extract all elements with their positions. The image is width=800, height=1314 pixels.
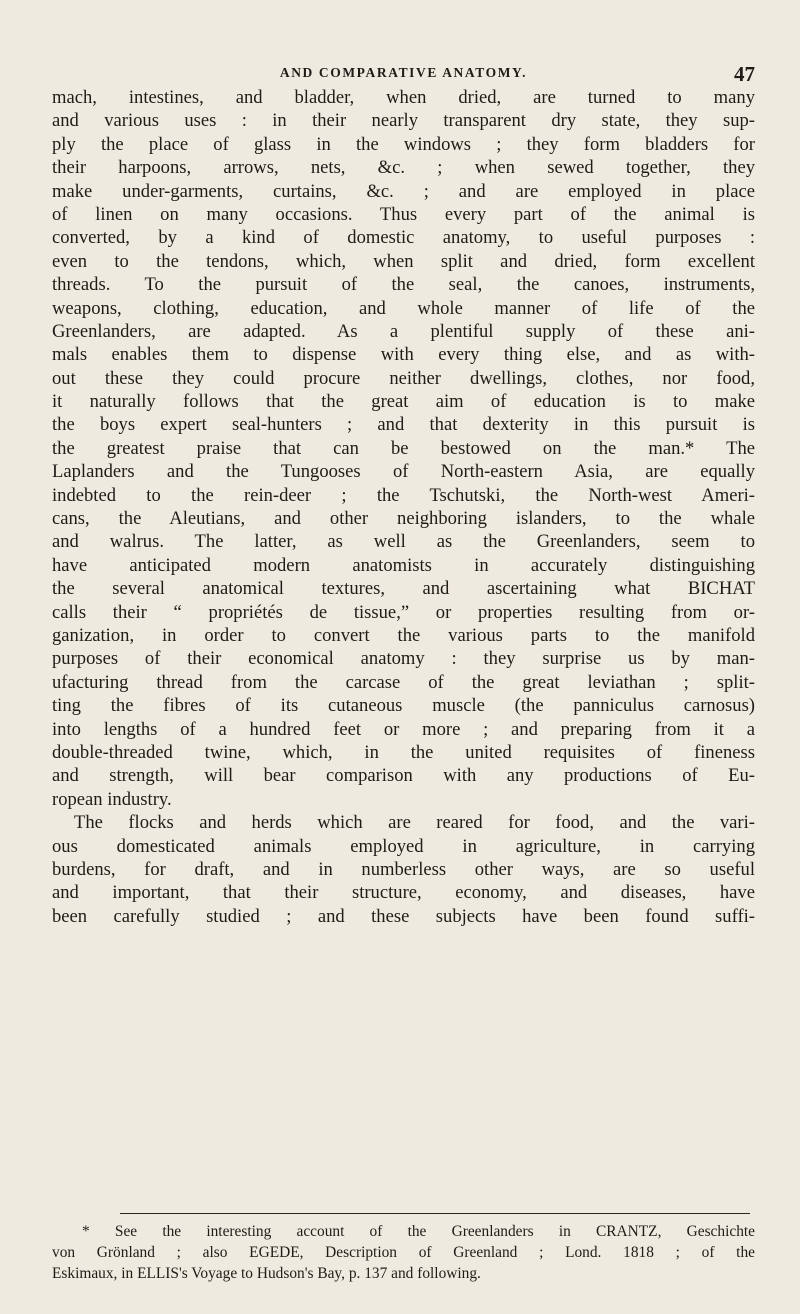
text-line: ganization, in order to convert the various parts to the manifold <box>52 624 755 646</box>
footnote-line: von Grönland ; also EGEDE, Description of Greenland ; Lond. 1818 ; of the <box>52 1244 755 1261</box>
text-line: ting the fibres of its cutaneous muscle (the panniculus carnosus) <box>52 695 755 717</box>
body-text <box>52 86 755 928</box>
text-line: ous domesticated animals employed in agriculture, in carrying <box>52 835 755 857</box>
text-line: and important, that their structure, economy, and diseases, have <box>52 882 755 904</box>
text-line: the greatest praise that can be bestowed on the man.* The <box>52 437 755 459</box>
text-line: indebted to the rein-deer ; the Tschutski, the North-west Ameri- <box>52 484 755 506</box>
running-title: AND COMPARATIVE ANATOMY. <box>279 65 528 80</box>
text-line: Greenlanders, are adapted. As a plentiful supply of these ani- <box>52 320 755 342</box>
text-line: double-threaded twine, which, in the united requisites of fineness <box>52 741 755 763</box>
text-line: threads. To the pursuit of the seal, the canoes, instruments, <box>52 274 755 296</box>
text-line: Laplanders and the Tungooses of North-eastern Asia, are equally <box>52 461 755 483</box>
text-line: it naturally follows that the great aim of education is to make <box>52 391 755 413</box>
text-line: calls their “ propriétés de tissue,” or properties resulting from or- <box>52 601 755 623</box>
text-line: been carefully studied ; and these subjects have been found suffi- <box>52 905 755 927</box>
text-line: and walrus. The latter, as well as the Greenlanders, seem to <box>52 531 755 553</box>
footnote-line: Eskimaux, in ELLIS's Voyage to Hudson's Bay, p. 137 and following. <box>52 1265 481 1282</box>
text-line: weapons, clothing, education, and whole manner of life of the <box>52 297 755 319</box>
text-line: and strength, will bear comparison with any productions of Eu- <box>52 765 755 787</box>
text-line: and various uses : in their nearly transparent dry state, they sup- <box>52 110 755 132</box>
text-line: The flocks and herds which are reared for food, and the vari- <box>74 812 755 834</box>
text-line: make under-garments, curtains, &c. ; and are employed in place <box>52 180 755 202</box>
text-line: into lengths of a hundred feet or more ; and preparing from it a <box>52 718 755 740</box>
text-line: converted, by a kind of domestic anatomy, to useful purposes : <box>52 227 755 249</box>
footnote-line: * See the interesting account of the Greenlanders in CRANTZ, Geschichte <box>82 1223 755 1240</box>
text-line: their harpoons, arrows, nets, &c. ; when sewed together, they <box>52 157 755 179</box>
text-line: even to the tendons, which, when split and dried, form excellent <box>52 250 755 272</box>
text-line: ufacturing thread from the carcase of the great leviathan ; split- <box>52 671 755 693</box>
running-head <box>52 62 755 84</box>
text-line: cans, the Aleutians, and other neighboring islanders, to the whale <box>52 508 755 530</box>
text-line: mals enables them to dispense with every thing else, and as with- <box>52 344 755 366</box>
text-line: the several anatomical textures, and ascertaining what BICHAT <box>52 578 755 600</box>
text-line: of linen on many occasions. Thus every part of the animal is <box>52 203 755 225</box>
text-line: burdens, for draft, and in numberless other ways, are so useful <box>52 858 755 880</box>
text-line: have anticipated modern anatomists in accurately distinguishing <box>52 554 755 576</box>
text-line: ropean industry. <box>52 788 172 810</box>
footnote-rule <box>120 1213 750 1214</box>
text-line: the boys expert seal-hunters ; and that dexterity in this pursuit is <box>52 414 755 436</box>
footnote <box>52 1221 755 1284</box>
text-line: out these they could procure neither dwellings, clothes, nor food, <box>52 367 755 389</box>
text-line: mach, intestines, and bladder, when dried, are turned to many <box>52 87 755 108</box>
text-line: purposes of their economical anatomy : they surprise us by man- <box>52 648 755 670</box>
text-line: ply the place of glass in the windows ; they form bladders for <box>52 133 755 155</box>
page-number: 47 <box>734 62 755 86</box>
